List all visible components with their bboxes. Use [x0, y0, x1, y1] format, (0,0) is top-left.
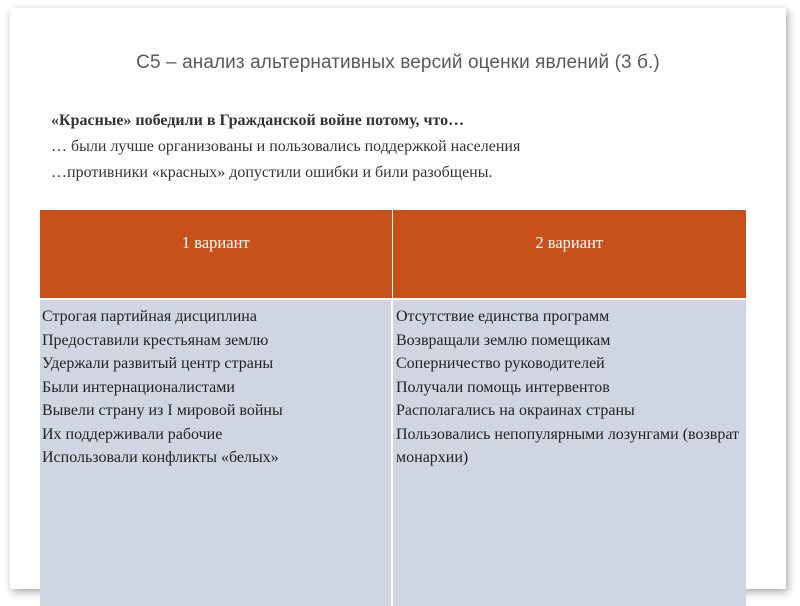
intro-option-1: … были лучше организованы и пользовались поддержкой населения: [51, 138, 521, 155]
variant-2-cell: [392, 299, 746, 606]
list-item: Удержали развитый центр страны: [42, 355, 274, 372]
list-item: Отсутствие единства программ: [396, 308, 610, 325]
versions-table: [40, 210, 746, 606]
list-item: Располагались на окраинах страны: [396, 402, 635, 419]
list-item: Были интернационалистами: [42, 378, 235, 396]
table-header-row: [40, 210, 746, 299]
list-item: Соперничество руководителей: [396, 355, 605, 372]
header-variant-1: 1 вариант: [40, 210, 392, 299]
list-item: Строгая партийная дисциплина: [42, 308, 257, 325]
list-item: Их поддерживали рабочие: [42, 425, 223, 443]
intro-block: [51, 108, 520, 186]
list-item: Предоставили крестьянам землю: [42, 331, 269, 349]
list-item: Вывели страну из I мировой войны: [42, 402, 283, 419]
slide-title: С5 – анализ альтернативных версий оценки явлений (3 б.): [136, 52, 660, 73]
list-item: Получали помощь интервентов: [396, 378, 610, 396]
slide: [10, 8, 786, 589]
list-item: Пользовались непопулярными лозунгами (возврат монархии): [396, 425, 740, 466]
list-item: Использовали конфликты «белых»: [42, 449, 279, 466]
intro-lead: «Красные» победили в Гражданской войне потому, что…: [51, 112, 465, 129]
list-item: Возвращали землю помещикам: [396, 331, 611, 349]
variant-1-cell: [40, 299, 392, 606]
intro-option-2: …противники «красных» допустили ошибки и били разобщены.: [51, 164, 493, 181]
header-variant-2: 2 вариант: [392, 210, 746, 299]
table-row: [40, 299, 746, 606]
